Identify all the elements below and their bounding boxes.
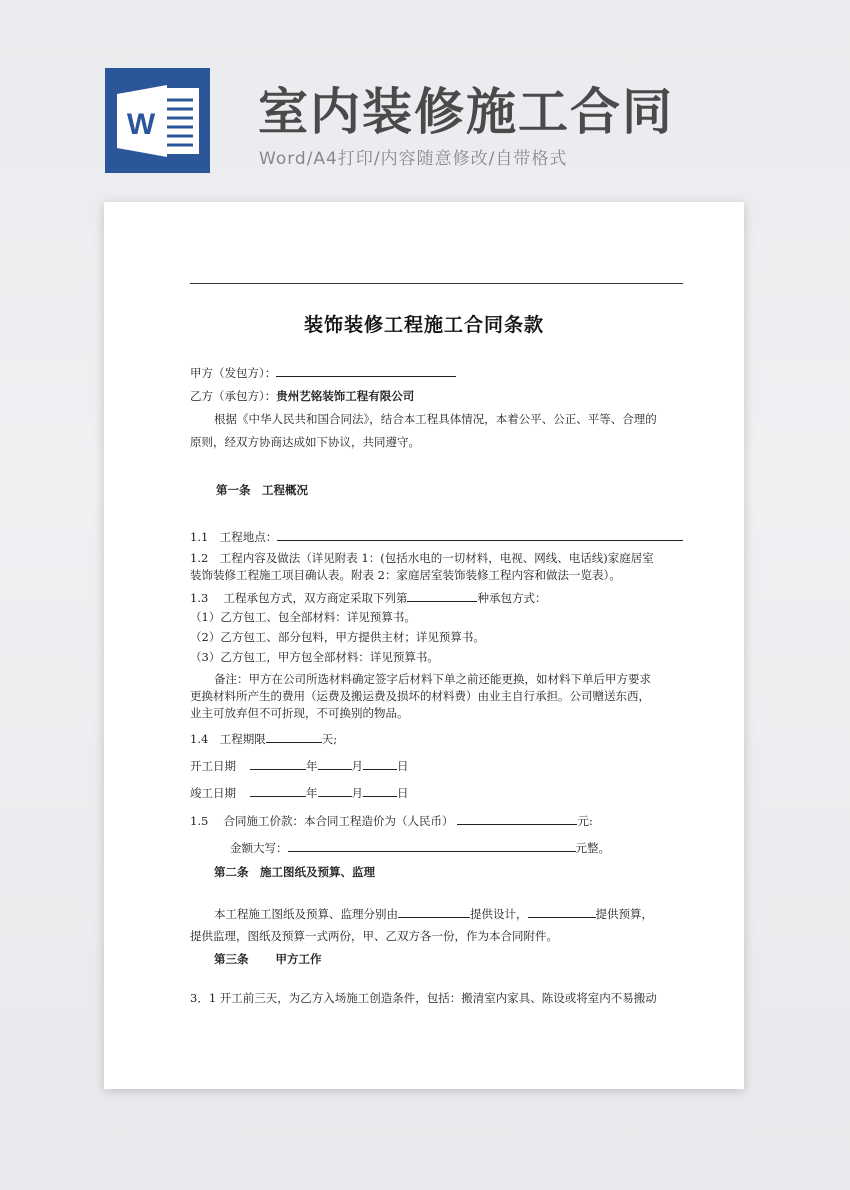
option-3: （3）乙方包工，甲方包全部材料：详见预算书。 (190, 650, 439, 664)
budget-blank (528, 905, 596, 918)
section-1-4 (190, 730, 337, 747)
price-blank (457, 812, 577, 825)
amount-unit: 元整。 (575, 841, 610, 855)
start-month-label: 月 (351, 759, 363, 773)
note-line-3: 业主可放弃但不可折现，不可换别的物品。 (190, 706, 409, 720)
document-title: 装饰装修工程施工合同条款 (303, 314, 544, 336)
amount-line (230, 839, 610, 856)
article-2-title: 第二条 施工图纸及预算、监理 (214, 865, 375, 879)
article-2-text-a: 本工程施工图纸及预算、监理分别由 (214, 907, 398, 921)
section-1-4-label: 1.4 工程期限 (190, 732, 266, 746)
section-1-1 (190, 528, 683, 545)
section-1-2-line-2: 装饰装修工程施工项目确认表。附表 2：家庭居室装饰装修工程内容和做法一览表）。 (190, 568, 621, 582)
amount-blank (288, 839, 576, 852)
party-a-label: 甲方（发包方）： (190, 366, 277, 380)
end-year-blank (250, 784, 306, 797)
section-1-3-suffix: 种承包方式： (477, 591, 547, 605)
article-3-title: 第三条 甲方工作 (214, 952, 322, 966)
article-2-text-c: 提供预算， (595, 907, 653, 921)
article-2-text-b: 提供设计， (470, 907, 528, 921)
end-day-blank (363, 784, 397, 797)
note-line-2: 更换材料所产生的费用（运费及搬运费及损坏的材料费）由业主自行承担。公司赠送东西， (190, 689, 650, 703)
price-unit: 元: (577, 814, 593, 828)
section-1-2-line-1: 1.2 工程内容及做法（详见附表 1：(包括水电的一切材料，电视、网线、电话线)家庭居室 (190, 551, 654, 565)
end-year-label: 年 (306, 786, 318, 800)
article-2-line-1 (190, 905, 653, 922)
option-2: （2）乙方包工、部分包料，甲方提供主材；详见预算书。 (190, 630, 485, 644)
section-1-5-label: 1.5 合同施工价款：本合同工程造价为（人民币） (190, 814, 454, 828)
amount-label: 金额大写： (230, 841, 288, 855)
start-year-label: 年 (306, 759, 318, 773)
end-date-line (190, 784, 409, 801)
contract-type-blank (407, 589, 477, 602)
note-line-1: 备注：甲方在公司所选材料确定签字后材料下单之前还能更换，如材料下单后甲方要求 (214, 672, 651, 686)
document-page (104, 202, 744, 1089)
design-blank (398, 905, 470, 918)
end-month-blank (318, 784, 352, 797)
party-b-line (190, 388, 414, 404)
start-month-blank (318, 757, 352, 770)
page-title: 室内装修施工合同 (258, 83, 674, 141)
word-icon (105, 68, 210, 173)
word-icon-letter: W (126, 108, 156, 141)
end-day-label: 日 (397, 786, 409, 800)
intro-line-2: 原则，经双方协商达成如下协议，共同遵守。 (190, 435, 420, 449)
start-day-blank (363, 757, 397, 770)
location-blank (277, 528, 683, 541)
section-1-1-label: 1.1 工程地点： (190, 530, 278, 544)
intro-line-1: 根据《中华人民共和国合同法》，结合本工程具体情况，本着公平、公正、平等、合理的 (214, 412, 657, 426)
option-1: （1）乙方包工、包全部材料：详见预算书。 (190, 610, 416, 624)
top-rule (190, 283, 683, 284)
article-1-title: 第一条 工程概况 (216, 483, 308, 497)
page-subtitle: Word/A4打印/内容随意修改/自带格式 (259, 149, 568, 169)
start-year-blank (250, 757, 306, 770)
party-b-label: 乙方（承包方）： (190, 389, 277, 403)
duration-unit: 天; (321, 732, 338, 746)
party-a-blank (276, 364, 456, 377)
party-a-line (190, 364, 456, 381)
article-2-line-2: 提供监理，图纸及预算一式两份，甲、乙双方各一份，作为本合同附件。 (190, 929, 558, 943)
section-1-3 (190, 589, 546, 606)
start-day-label: 日 (397, 759, 409, 773)
end-date-label: 竣工日期 (190, 786, 236, 800)
start-date-label: 开工日期 (190, 759, 236, 773)
section-3-1: 3．1 开工前三天，为乙方入场施工创造条件，包括：搬清室内家具、陈设或将室内不易搬动 (190, 991, 657, 1005)
section-1-3-text: 1.3 工程承包方式，双方商定采取下列第 (190, 591, 408, 605)
section-1-5 (190, 812, 593, 829)
start-date-line (190, 757, 409, 774)
duration-blank (266, 730, 322, 743)
party-b-name: 贵州艺铭装饰工程有限公司 (276, 389, 415, 403)
end-month-label: 月 (351, 786, 363, 800)
